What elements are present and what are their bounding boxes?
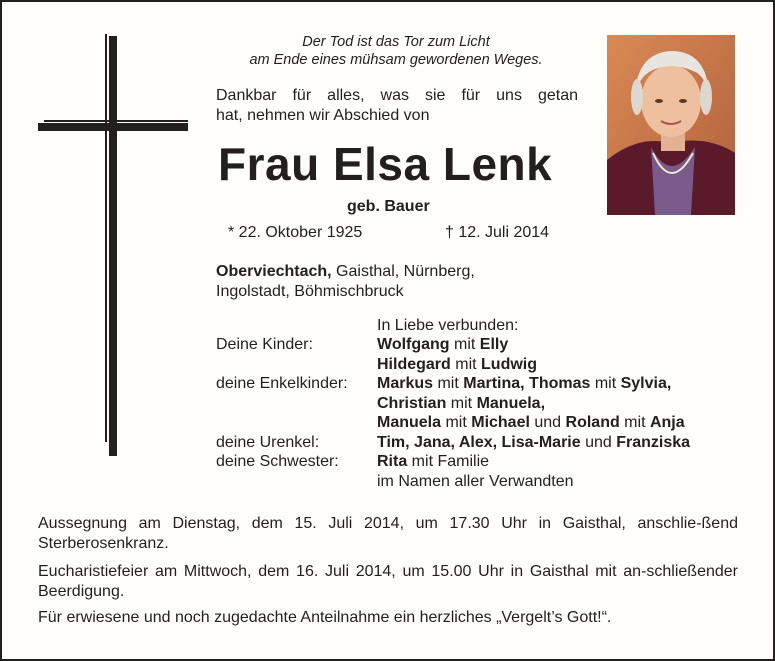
portrait-photo	[607, 35, 735, 215]
cross-icon-horizontal	[38, 123, 188, 131]
enkel-line-1: Markus mit Martina, Thomas mit Sylvia,	[377, 375, 672, 392]
notice-aussegnung: Aussegnung am Dienstag, dem 15. Juli 2014, um 17.30 Uhr in Gaisthal, anschlie-ßend Sterberosenkranz.	[38, 515, 738, 552]
notice-dank: Für erwiesene und noch zugedachte Anteilnahme ein herzliches „Vergelt’s Gott!“.	[38, 609, 612, 626]
family-header: In Liebe verbunden:	[377, 317, 519, 334]
all-relatives: im Namen aller Verwandten	[377, 473, 574, 490]
death-date: † 12. Juli 2014	[445, 224, 550, 241]
schwester-label: deine Schwester:	[216, 453, 339, 470]
notice-eucharistie: Eucharistiefeier am Mittwoch, dem 16. Juli 2014, um 15.00 Uhr in Gaisthal mit an-schließender Beerdigung.	[38, 563, 738, 600]
maiden-name: geb. Bauer	[347, 198, 430, 215]
motto-line-1: Der Tod ist das Tor zum Licht	[302, 34, 490, 50]
schwester-line: Rita mit Familie	[377, 453, 490, 470]
deceased-name: Frau Elsa Lenk	[218, 138, 553, 190]
enkel-line-3: Manuela mit Michael und Roland mit Anja	[377, 414, 685, 431]
urenkel-line: Tim, Jana, Alex, Lisa-Marie und Franziska	[377, 434, 691, 451]
kinder-line-1: Wolfgang mit Elly	[377, 336, 509, 353]
intro-line-1: Dankbar für alles, was sie für uns getan	[216, 87, 578, 104]
birth-date: * 22. Oktober 1925	[228, 224, 363, 241]
cross-icon-vertical-thin	[105, 34, 107, 442]
motto-line-2: am Ende eines mühsam gewordenen Weges.	[249, 52, 543, 68]
kinder-label: Deine Kinder:	[216, 336, 313, 353]
kinder-line-2: Hildegard mit Ludwig	[377, 356, 537, 373]
enkel-label: deine Enkelkinder:	[216, 375, 348, 392]
urenkel-label: deine Urenkel:	[216, 434, 320, 451]
places-line-2: Ingolstadt, Böhmischbruck	[216, 283, 404, 300]
places-main: Oberviechtach,	[216, 263, 332, 280]
enkel-line-2: Christian mit Manuela,	[377, 395, 546, 412]
cross-icon-horizontal-thin	[44, 120, 188, 122]
places-rest: Gaisthal, Nürnberg,	[331, 263, 475, 280]
places-line-1	[216, 262, 475, 282]
intro-line-2: hat, nehmen wir Abschied von	[216, 107, 430, 124]
cross-icon-vertical	[109, 36, 117, 456]
